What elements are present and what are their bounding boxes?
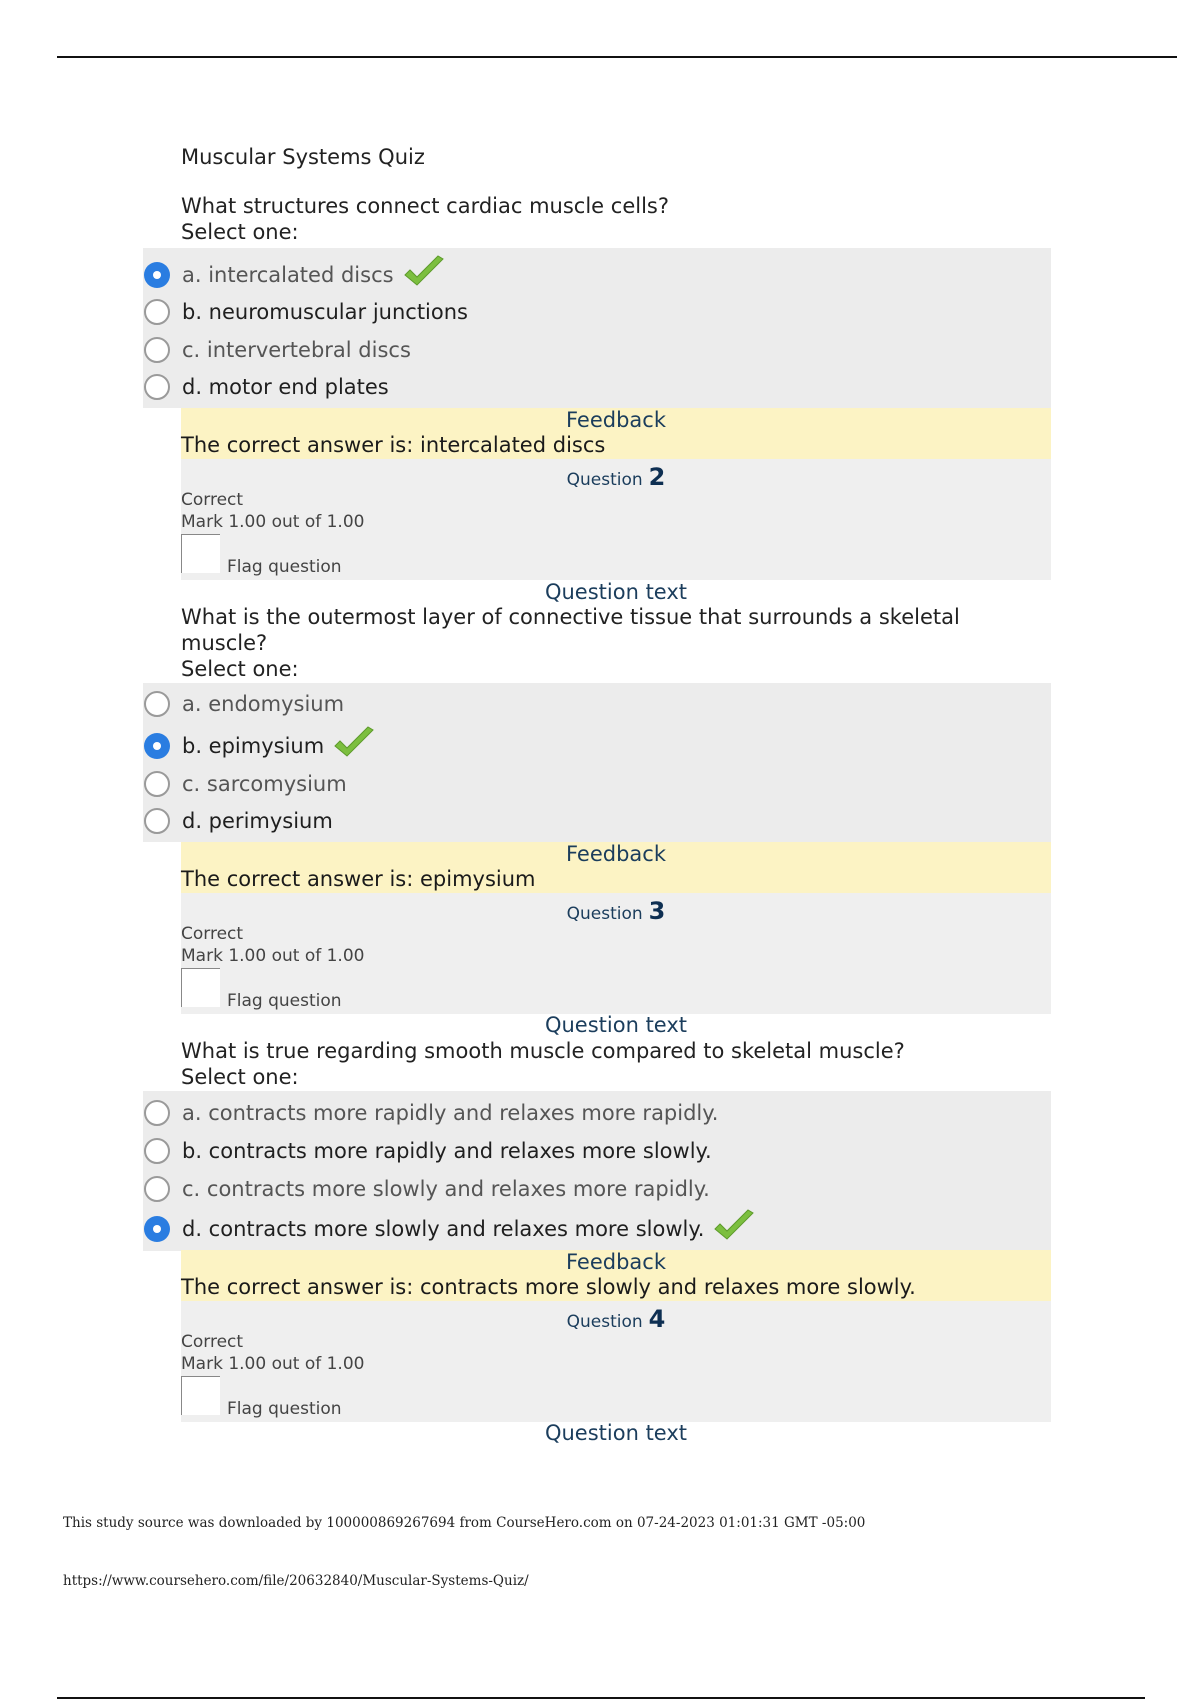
question-3-text-label: Question text xyxy=(544,1013,688,1037)
question-2-select-label: Select one: xyxy=(181,657,299,681)
flag-question-label[interactable]: Flag question xyxy=(227,557,342,577)
correct-check-icon xyxy=(332,726,376,766)
question-state: Correct xyxy=(181,1332,244,1352)
question-1-option-a[interactable] xyxy=(143,258,446,292)
option-label: a. endomysium xyxy=(182,692,345,716)
radio-selected-icon[interactable] xyxy=(144,733,170,759)
question-3-option-a[interactable] xyxy=(143,1096,718,1130)
question-1-option-c[interactable] xyxy=(143,333,411,367)
bottom-rule xyxy=(57,1697,1145,1699)
option-label: d. motor end plates xyxy=(182,375,389,399)
question-1-feedback xyxy=(181,408,1051,459)
question-2-number xyxy=(181,463,1051,491)
radio-unselected-icon[interactable] xyxy=(144,691,170,717)
question-3-option-b[interactable] xyxy=(143,1134,712,1168)
option-label: b. contracts more rapidly and relaxes more slowly. xyxy=(182,1139,712,1163)
question-number: 2 xyxy=(648,463,666,491)
option-label: d. contracts more slowly and relaxes more slowly. xyxy=(182,1217,705,1241)
question-4-header xyxy=(181,1301,1051,1422)
feedback-title: Feedback xyxy=(565,408,666,432)
question-1-option-b[interactable] xyxy=(143,295,468,329)
feedback-text: The correct answer is: contracts more slowly and relaxes more slowly. xyxy=(181,1275,916,1299)
radio-selected-icon[interactable] xyxy=(144,1216,170,1242)
question-4-number xyxy=(181,1305,1051,1333)
question-2-answers xyxy=(143,683,1051,842)
question-3-answers xyxy=(143,1091,1051,1251)
option-label: c. contracts more slowly and relaxes more rapidly. xyxy=(182,1177,710,1201)
flag-question-checkbox[interactable] xyxy=(181,534,220,573)
option-label: b. neuromuscular junctions xyxy=(182,300,468,324)
question-2-option-b[interactable] xyxy=(143,729,376,763)
question-state: Correct xyxy=(181,490,244,510)
question-3-option-d[interactable] xyxy=(143,1212,756,1246)
question-2-option-a[interactable] xyxy=(143,687,344,721)
radio-unselected-icon[interactable] xyxy=(144,771,170,797)
question-1-option-d[interactable] xyxy=(143,370,389,404)
question-label: Question xyxy=(566,470,643,490)
radio-selected-icon[interactable] xyxy=(144,262,170,288)
feedback-title: Feedback xyxy=(565,1250,666,1274)
radio-unselected-icon[interactable] xyxy=(144,1176,170,1202)
feedback-title: Feedback xyxy=(565,842,666,866)
radio-unselected-icon[interactable] xyxy=(144,1100,170,1126)
question-2-option-c[interactable] xyxy=(143,767,347,801)
option-label: d. perimysium xyxy=(182,809,333,833)
question-2-header xyxy=(181,459,1051,580)
question-3-prompt: What is true regarding smooth muscle compared to skeletal muscle? xyxy=(181,1039,905,1063)
feedback-text: The correct answer is: intercalated discs xyxy=(181,433,606,457)
question-2-text xyxy=(181,604,1041,682)
flag-question-label[interactable]: Flag question xyxy=(227,991,342,1011)
question-state: Correct xyxy=(181,924,244,944)
top-rule xyxy=(57,56,1177,58)
source-url[interactable]: https://www.coursehero.com/file/20632840/Muscular-Systems-Quiz/ xyxy=(63,1573,529,1589)
question-3-number xyxy=(181,897,1051,925)
correct-check-icon xyxy=(402,255,446,295)
question-2-prompt: What is the outermost layer of connective tissue that surrounds a skeletal muscle? xyxy=(181,605,960,655)
correct-check-icon xyxy=(712,1209,756,1249)
flag-question-checkbox[interactable] xyxy=(181,968,220,1007)
option-label: c. sarcomysium xyxy=(182,772,347,796)
option-label: b. epimysium xyxy=(182,734,325,758)
question-2-feedback xyxy=(181,842,1051,893)
question-label: Question xyxy=(566,904,643,924)
question-label: Question xyxy=(566,1312,643,1332)
radio-unselected-icon[interactable] xyxy=(144,337,170,363)
option-label: a. intercalated discs xyxy=(182,263,394,287)
question-mark: Mark 1.00 out of 1.00 xyxy=(181,1354,365,1374)
flag-question-label[interactable]: Flag question xyxy=(227,1399,342,1419)
question-number: 3 xyxy=(648,897,666,925)
radio-unselected-icon[interactable] xyxy=(144,299,170,325)
radio-unselected-icon[interactable] xyxy=(144,808,170,834)
question-3-header xyxy=(181,893,1051,1014)
question-1-text xyxy=(181,193,1041,245)
radio-unselected-icon[interactable] xyxy=(144,1138,170,1164)
question-2-option-d[interactable] xyxy=(143,804,333,838)
radio-unselected-icon[interactable] xyxy=(144,374,170,400)
option-label: a. contracts more rapidly and relaxes more rapidly. xyxy=(182,1101,719,1125)
question-1-answers xyxy=(143,248,1051,408)
question-mark: Mark 1.00 out of 1.00 xyxy=(181,512,365,532)
option-label: c. intervertebral discs xyxy=(182,338,411,362)
flag-question-checkbox[interactable] xyxy=(181,1376,220,1415)
question-3-feedback xyxy=(181,1250,1051,1301)
question-1-prompt: What structures connect cardiac muscle cells? xyxy=(181,194,669,218)
question-3-select-label: Select one: xyxy=(181,1065,299,1089)
question-3-text xyxy=(181,1038,1041,1090)
question-4-text-label: Question text xyxy=(544,1421,688,1445)
question-3-option-c[interactable] xyxy=(143,1172,710,1206)
question-1-select-label: Select one: xyxy=(181,220,299,244)
feedback-text: The correct answer is: epimysium xyxy=(181,867,536,891)
download-note: This study source was downloaded by 100000869267694 from CourseHero.com on 07-24-2023 01:01:31 GMT -05:00 xyxy=(63,1515,866,1531)
question-2-text-label: Question text xyxy=(544,580,688,604)
quiz-title: Muscular Systems Quiz xyxy=(181,145,425,169)
question-number: 4 xyxy=(648,1305,666,1333)
question-mark: Mark 1.00 out of 1.00 xyxy=(181,946,365,966)
